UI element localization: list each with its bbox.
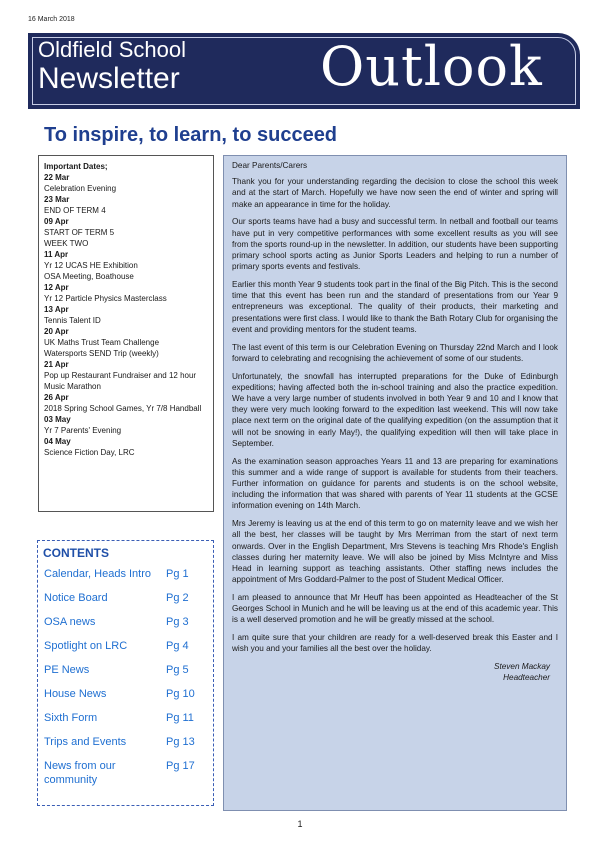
contents-item-page: Pg 11	[166, 712, 194, 724]
contents-item[interactable]	[43, 663, 208, 677]
date-label: 26 Apr	[44, 393, 69, 402]
date-label: 09 Apr	[44, 217, 69, 226]
masthead-banner	[28, 33, 580, 109]
signature-role: Headteacher	[503, 673, 550, 683]
contents-item-label: Calendar, Heads Intro	[44, 568, 152, 580]
contents-item-page: Pg 1	[166, 568, 189, 580]
contents-item-label: House News	[44, 688, 107, 700]
school-name: Oldfield School	[38, 37, 186, 62]
contents-box	[37, 540, 214, 806]
letter-paragraph: I am pleased to announce that Mr Heuff has been appointed as Headteacher of the St Georges School in Munich and he will be leaving us at the end of this academic year. This is a well deserved promotion and he will be greatly missed at the school.	[232, 593, 558, 625]
newsletter-title: Outlook	[320, 35, 543, 98]
date-event: OSA Meeting, Boathouse	[44, 272, 134, 281]
contents-item-label: Sixth Form	[44, 712, 98, 724]
contents-list	[43, 567, 208, 787]
contents-item-label: Trips and Events	[44, 736, 127, 748]
date-label: 03 May	[44, 415, 71, 424]
date-label: 04 May	[44, 437, 71, 446]
date-event: Watersports SEND Trip (weekly)	[44, 349, 159, 358]
letter-paragraph: Our sports teams have had a busy and successful term. In netball and football our teams have put in very competitive performances with some excellent results as you will see from the sports round-up in the newsletter. In addition, our students have been supporting primary school sports acting as Junior Sports Leaders and helping to run a number of primary sports events and festivals.	[232, 217, 558, 272]
contents-item-label: OSA news	[44, 616, 96, 628]
date-label: 21 Apr	[44, 360, 69, 369]
letter-paragraph: I am quite sure that your children are ready for a well-deserved break this Easter and I wish you and your families all the best over the holiday.	[232, 633, 558, 654]
important-dates-heading: Important Dates;	[44, 162, 108, 171]
contents-item-page: Pg 10	[166, 688, 195, 700]
date-event: WEEK TWO	[44, 239, 89, 248]
letter-paragraph: Thank you for your understanding regarding the decision to close the school this week and at the start of March. Hopefully we have now seen the end of winter and spring will make an appearance in time for the holiday.	[232, 177, 558, 209]
date-event: Yr 7 Parents' Evening	[44, 426, 122, 435]
date-label: 13 Apr	[44, 305, 69, 314]
contents-item[interactable]	[43, 567, 208, 581]
date-event: END OF TERM 4	[44, 206, 106, 215]
contents-item[interactable]	[43, 711, 208, 725]
date-event: Tennis Talent ID	[44, 316, 101, 325]
important-dates-list	[44, 172, 208, 458]
contents-item[interactable]	[43, 615, 208, 629]
letter-paragraph: As the examination season approaches Years 11 and 13 are preparing for examinations this summer and a wide range of support is available for students from their teachers. Further information on guidance for parents and students is on the school website, including the information that was shared with parents of Year 11 students at the GCSE information evening on 14th March.	[232, 456, 558, 511]
contents-item[interactable]	[43, 639, 208, 653]
contents-item-label: News from our community	[44, 760, 116, 786]
contents-item-label: Spotlight on LRC	[44, 640, 128, 652]
letter-paragraph: Unfortunately, the snowfall has interrupted preparations for the Duke of Edinburgh expeditions; having affected both the in-school training and also the practice expedition. We have a very large number of students involved in both Year 9 and 10 and I know that they were very much looking forward to the expedition last weekend. This will now take place next term on the original date of the qualifying expedition (on the assumption that it will not be snowing in early May!), the qualifying expedition will then will take place in September.	[232, 371, 558, 448]
date-event: Yr 12 Particle Physics Masterclass	[44, 294, 167, 303]
contents-item[interactable]	[43, 687, 208, 701]
issue-date: 16 March 2018	[28, 16, 75, 23]
date-label: 11 Apr	[44, 250, 69, 259]
date-label: 22 Mar	[44, 173, 70, 182]
contents-title: CONTENTS	[43, 546, 109, 560]
letter-paragraph: The last event of this term is our Celebration Evening on Thursday 22nd March and I look forward to celebrating and recognising the achievement of some of our students.	[232, 342, 558, 363]
contents-item-page: Pg 13	[166, 736, 195, 748]
headteacher-letter	[223, 155, 567, 811]
contents-item-label: PE News	[44, 664, 90, 676]
contents-item-label: Notice Board	[44, 592, 108, 604]
contents-item-page: Pg 3	[166, 616, 189, 628]
contents-item-page: Pg 5	[166, 664, 189, 676]
date-event: START OF TERM 5	[44, 228, 115, 237]
contents-item-page: Pg 2	[166, 592, 189, 604]
date-event: Science Fiction Day, LRC	[44, 448, 135, 457]
date-event: UK Maths Trust Team Challenge	[44, 338, 160, 347]
letter-paragraph: Earlier this month Year 9 students took part in the final of the Big Pitch. This is the second time that this event has been run and the standard of presentations from our Year 9 entrepreneurs was exceptional. The quality of their products, their marketing and presentations were first class. I would like to thank the Bath Rotary Club for organising the event and providing mentors for the student teams.	[232, 280, 558, 334]
letter-greeting: Dear Parents/Carers	[232, 161, 308, 170]
date-label: 23 Mar	[44, 195, 70, 204]
contents-item-page: Pg 17	[166, 760, 195, 772]
contents-item[interactable]	[43, 735, 208, 749]
date-event: 2018 Spring School Games, Yr 7/8 Handball	[44, 404, 202, 413]
school-motto: To inspire, to learn, to succeed	[44, 124, 338, 146]
letter-paragraph: Mrs Jeremy is leaving us at the end of this term to go on maternity leave and we wish her all the best, her classes will be taught by Mrs Merriman from the start of next term onwards. Over in the English Department, Mrs Stevens is teaching Mrs Rhode's English classes during her maternity leave. We will also be joined by Miss McIntyre and Miss Head in learning support as teaching assistants. Other staffing news includes the appointment of Mrs Goddard-Palmer to the post of Student Medical Officer.	[232, 519, 558, 585]
important-dates-box	[38, 155, 214, 512]
date-event: Celebration Evening	[44, 184, 117, 193]
contents-item-page: Pg 4	[166, 640, 189, 652]
newsletter-label: Newsletter	[38, 62, 180, 95]
date-event: Yr 12 UCAS HE Exhibition	[44, 261, 138, 270]
letter-body	[232, 176, 558, 654]
date-label: 20 Apr	[44, 327, 69, 336]
contents-item[interactable]	[43, 759, 208, 787]
page-number: 1	[297, 819, 303, 829]
contents-item[interactable]	[43, 591, 208, 605]
signature-name: Steven Mackay	[494, 662, 550, 672]
date-event: Pop up Restaurant Fundraiser and 12 hour Music Marathon	[44, 371, 197, 391]
date-label: 12 Apr	[44, 283, 69, 292]
